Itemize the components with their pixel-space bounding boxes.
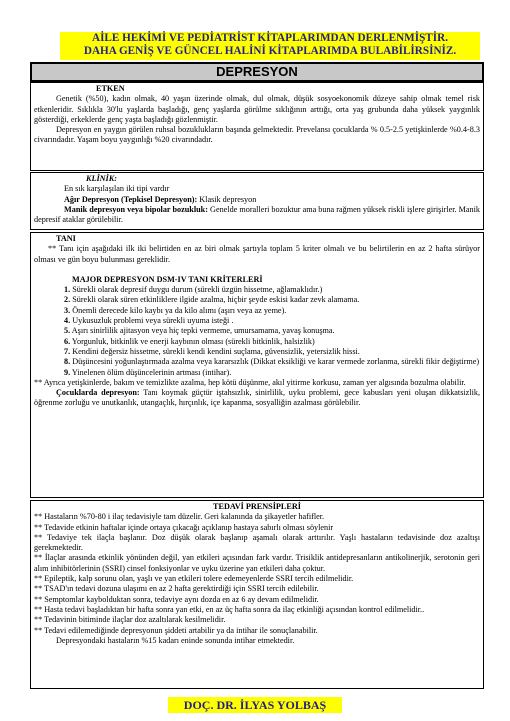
criteria-list	[34, 285, 480, 378]
klinik-type-1-text: Klasik depresyon	[197, 194, 257, 204]
criteria-number: 8.	[64, 357, 71, 367]
criteria-number: 1.	[64, 285, 71, 295]
criteria-number: 9.	[64, 367, 71, 377]
child-depression-label: Çocuklarda depresyon:	[56, 388, 140, 398]
klinik-type-1-label: Ağır Depresyon (Tepkisel Depresyon):	[64, 194, 198, 204]
tedavi-heading: TEDAVİ PRENSİPLERİ	[213, 502, 301, 511]
tedavi-item: ** Epileptik, kalp sorunu olan, yaşlı ve yan etkileri tolere edemeyenlerde SSRI tercih edilmelidir.	[34, 574, 354, 584]
etken-paragraph-1: Genetik (%50), kadın olmak, 40 yaşın üzerinde olmak, dul olmak, düşük sosyoekonomik düzeye sahip olmak temel risk etkenleridir. Sıklıkla 30'lu yaşlarda başladığı, genç yaşlarda görülme sıklığının arttığı, orta yaş grubunda daha yüksek yaygınlık gösterdiği, erkeklerde genç yaşta başladığı gözlenmiştir.	[34, 94, 480, 124]
criteria-item	[34, 285, 480, 295]
tedavi-item: ** Tedavide etkinin haftalar içinde ortaya çıkacağı açıklanıp hastaya sabırlı olması söylenir	[34, 522, 334, 532]
criteria-number: 2.	[64, 295, 71, 305]
criteria-text: Sürekli olarak süren etkinliklere ilgide azalma, hiçbir şeyde eskisi kadar zevk alamama.	[70, 295, 360, 305]
criteria-item	[34, 357, 480, 367]
tani-intro: ** Tanı için aşağıdaki ilk iki belirtiden en az biri olmak şartıyla toplam 5 kriter olmalı ve bu belirtilerin en az 2 hafta sürüyor olması ve gün boyu bulunması gereklidir.	[34, 244, 480, 264]
tedavi-item: ** Tedavinin bitiminde ilaçlar doz azaltılarak kesilmelidir.	[34, 615, 226, 625]
tedavi-section	[30, 500, 484, 689]
criteria-number: 7.	[64, 346, 71, 356]
author-footer: DOÇ. DR. İLYAS YOLBAŞ	[168, 697, 342, 713]
criteria-text: Sürekli olarak depresif duygu durum (sürekli üzgün hissetme, ağlamaklıdır.)	[70, 285, 323, 295]
criteria-item	[34, 337, 480, 347]
klinik-type-1	[34, 195, 480, 205]
criteria-number: 5.	[64, 326, 71, 336]
tani-heading: TANI	[56, 234, 76, 243]
tedavi-item: ** Tedaviye tek ilaçla başlanır. Doz düşük olarak başlanıp aşamalı olarak arttırılır. Yaşlı hastaların tedavisinde doz azaltışı gerekmektedir.	[34, 532, 480, 553]
tedavi-item: ** Hastaların %70-80 i ilaç tedavisiyle tam düzelir. Geri kalanında da şikayetler hafifler.	[34, 512, 325, 522]
etken-paragraph-2: Depresyon en yaygın görülen ruhsal bozuklukların başında gelmektedir. Prevelansı çocuklarda % 0.5-2.5 yetişkinlerde %0.4-8.3 civarındadır. Yaşam boyu yaygınlığı %20 civarındadır.	[34, 125, 480, 145]
tedavi-item: ** Hasta tedavi başladıktan bir hafta sonra yan etki, en az üç hafta sonra da ilaç etkinliği açısından kontrol edilmelidir..	[34, 604, 425, 614]
tedavi-item: ** Semptomlar kaybolduktan sonra, tedaviye aynı dozda en az 6 ay devam edilmelidir.	[34, 594, 319, 604]
criteria-text: Yorgunluk, bitkinlik ve enerji kaybının olması (sürekli bitkinlik, halsizlik)	[70, 336, 315, 346]
tani-section	[30, 232, 484, 498]
klinik-type-2-label: Manik depresyon veya bipolar bozukluk:	[64, 204, 208, 214]
klinik-heading: KLİNİK:	[86, 174, 117, 183]
criteria-text: Düşüncesini yoğunlaştırmada azalma veya kararsızlık (Dikkat eksikliği ve karar vermede zorlanma, sürekli fikir değiştirme)	[70, 357, 480, 367]
criteria-text: Önemli derecede kilo kaybı ya da kilo alımı (aşırı veya az yeme).	[70, 305, 287, 315]
criteria-text: Kendini değersiz hissetme, sürekli kendi kendini suçlama, güvensizlik, yetersizlik hissi.	[70, 346, 360, 356]
tani-note: ** Ayrıca yetişkinlerde, bakım ve temizlikte azalma, hep kötü düşünme, akıl yitirme korkusu, zaman yer algısında bozulma olabilir.	[34, 377, 466, 387]
criteria-number: 6.	[64, 336, 71, 346]
criteria-text: Aşırı sinirlilik ajitasyon veya hiç tepki vermeme, umursamama, yavaş konuşma.	[70, 326, 335, 336]
page-title: DEPRESYON	[30, 62, 484, 82]
criteria-number: 4.	[64, 316, 71, 326]
klinik-section	[30, 172, 484, 230]
criteria-item	[34, 295, 480, 305]
criteria-text: Yinelenen ölüm düşüncelerinin artması (intihar).	[70, 367, 232, 377]
child-depression	[34, 388, 480, 409]
etken-heading: ETKEN	[96, 84, 125, 93]
tedavi-item: ** İlaçlar arasında etkinlik yönünden değil, yan etkileri açısından fark vardır. Trisiklik antidepresanların antikolinerjik, serotonin geri alım inhibitörlerinin (SSRI) cinsel fonksiyonlar ve uyku üzerine yan etkileri daha çoktur.	[34, 553, 480, 573]
klinik-type-2	[34, 205, 480, 226]
header-line-1: AİLE HEKİMİ VE PEDİATRİST KİTAPLARIMDAN DERLENMİŞTİR.	[92, 32, 448, 44]
tedavi-item: ** Tedavi edilemediğinde depresyonun şiddeti artabilir ya da intihar ile sonuçlanabilir.	[34, 625, 318, 635]
criteria-number: 3.	[64, 305, 71, 315]
criteria-item	[34, 326, 480, 336]
child-depression-text: Tanı koymak güçtür iştahsızlık, sinirlilik, uyku problemi, gece kabusları yeni oluşan dikkatsizlik, öğrenme zorluğu ve unutkanlık, utangaçlık, hırçınlık, içe kapanma, sosyalliğin azalması görülebilir.	[34, 388, 480, 408]
criteria-heading: MAJOR DEPRESYON DSM-IV TANI KRİTERLERİ	[72, 274, 263, 284]
tedavi-list	[34, 512, 480, 636]
criteria-item	[34, 306, 480, 316]
criteria-item	[34, 368, 480, 378]
klinik-type-2-text: Genelde moralleri bozuktur ama buna rağmen yüksek riskli işlere girişirler. Manik depresif ataklar görülebilir.	[34, 204, 480, 225]
etken-section	[30, 82, 484, 171]
header-banner	[60, 32, 480, 60]
criteria-text: Uykusuzluk problemi veya sürekli uyuma isteği .	[70, 316, 234, 326]
header-line-2: DAHA GENİŞ VE GÜNCEL HALİNİ KİTAPLARIMDA BULABİLİRSİNİZ.	[83, 45, 457, 57]
tedavi-item: ** TSAD'ın tedavi dozuna ulaşımı en az 2 hafta gerektirdiği için SSRI tercih edilebilir.	[34, 584, 319, 594]
criteria-item	[34, 316, 480, 326]
klinik-intro: En sık karşılaşılan iki tipi vardır	[64, 184, 170, 194]
tedavi-closing: Depresyondaki hastaların %15 kadarı eninde sonunda intihar etmektedir.	[56, 635, 295, 645]
criteria-item	[34, 347, 480, 357]
